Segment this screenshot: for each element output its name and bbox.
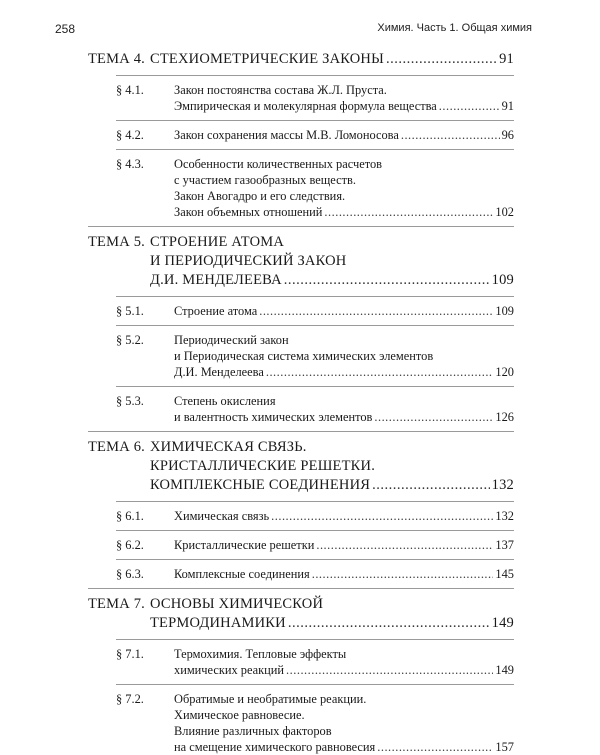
section-title-line: Степень окисления	[174, 394, 276, 408]
section-title-line: Влияние различных факторов	[174, 724, 332, 738]
page-ref: 91	[499, 51, 514, 67]
page-ref: 109	[491, 272, 514, 288]
section-title-line: Обратимые и необратимые реакции.	[174, 692, 367, 706]
divider	[116, 684, 514, 685]
section-number: § 5.2.	[116, 333, 144, 347]
dot-leader	[386, 50, 497, 69]
page-ref: 96	[501, 128, 514, 142]
page-ref: 126	[495, 410, 514, 424]
dot-leader	[259, 303, 493, 319]
divider	[88, 588, 514, 589]
section-title-line: Термохимия. Тепловые эффекты	[174, 647, 347, 661]
dot-leader	[312, 566, 494, 582]
topic-label: ТЕМА 4.	[88, 51, 145, 67]
section-title-line: Особенности количественных расчетов	[174, 157, 383, 171]
page-ref: 137	[495, 538, 514, 552]
section-title-line: Кристаллические решетки	[174, 538, 315, 552]
section-title-line: Периодический закон	[174, 333, 289, 347]
section-title-line: Химическая связь	[174, 509, 270, 523]
toc-section-6-3	[116, 566, 514, 582]
section-title-line: Эмпирическая и молекулярная формула вещества	[174, 99, 437, 113]
divider	[88, 431, 514, 432]
toc-section-6-1	[116, 508, 514, 524]
section-number: § 6.1.	[116, 509, 144, 523]
toc-section-5-1	[116, 303, 514, 319]
divider	[116, 559, 514, 560]
toc-topic-4	[88, 50, 514, 69]
toc-entry-line	[174, 204, 514, 220]
toc-entry-line	[150, 476, 514, 495]
toc-entry-line	[174, 508, 514, 524]
toc-entry-line	[174, 364, 514, 380]
dot-leader	[439, 98, 500, 114]
dot-leader	[286, 662, 493, 678]
section-title-line: Закон объемных отношений	[174, 205, 323, 219]
dot-leader	[266, 364, 494, 380]
section-title-line: химических реакций	[174, 663, 285, 677]
section-title-line: и Периодическая система химических элементов	[174, 349, 434, 363]
section-title-line: Закон сохранения массы М.В. Ломоносова	[174, 128, 399, 142]
toc-entry-line	[174, 98, 514, 114]
toc-section-5-3	[116, 393, 514, 425]
toc-entry-line	[174, 739, 514, 755]
page-header	[55, 22, 532, 38]
section-number: § 6.2.	[116, 538, 144, 552]
toc-entry-line	[174, 566, 514, 582]
page-ref: 145	[495, 567, 514, 581]
topic-title-line: ОСНОВЫ ХИМИЧЕСКОЙ	[150, 596, 324, 612]
toc-topic-6	[88, 438, 514, 495]
page-ref: 120	[495, 365, 514, 379]
topic-title-line: СТЕХИОМЕТРИЧЕСКИЕ ЗАКОНЫ	[150, 51, 384, 67]
topic-title-line: КОМПЛЕКСНЫЕ СОЕДИНЕНИЯ	[150, 477, 371, 493]
section-number: § 6.3.	[116, 567, 144, 581]
section-number: § 7.2.	[116, 692, 144, 706]
topic-label: ТЕМА 7.	[88, 596, 145, 612]
page-ref: 149	[491, 615, 514, 631]
section-number: § 5.1.	[116, 304, 144, 318]
section-number: § 5.3.	[116, 394, 144, 408]
toc-entry-line	[150, 271, 514, 290]
dot-leader	[377, 739, 493, 755]
section-title-line: Закон Авогадро и его следствия.	[174, 189, 346, 203]
topic-title-line: ХИМИЧЕСКАЯ СВЯЗЬ.	[150, 439, 307, 455]
toc-entry-line	[174, 127, 514, 143]
section-title-line: и валентность химических элементов	[174, 410, 373, 424]
topic-title-line: И ПЕРИОДИЧЕСКИЙ ЗАКОН	[150, 253, 347, 269]
section-number: § 4.3.	[116, 157, 144, 171]
divider	[116, 530, 514, 531]
table-of-contents	[88, 50, 514, 755]
toc-entry-line	[174, 662, 514, 678]
divider	[88, 226, 514, 227]
page-ref: 132	[491, 477, 514, 493]
dot-leader	[316, 537, 493, 553]
section-title-line: Закон постоянства состава Ж.Л. Пруста.	[174, 83, 387, 97]
dot-leader	[288, 614, 490, 633]
divider	[116, 75, 514, 76]
page-number: 258	[55, 22, 76, 36]
dot-leader	[372, 476, 490, 495]
toc-section-5-2	[116, 332, 514, 380]
section-title-line: с участием газообразных веществ.	[174, 173, 356, 187]
toc-section-7-2	[116, 691, 514, 755]
divider	[116, 325, 514, 326]
toc-topic-7	[88, 595, 514, 633]
toc-entry-line	[150, 50, 514, 69]
topic-title-line: ТЕРМОДИНАМИКИ	[150, 615, 286, 631]
section-number: § 7.1.	[116, 647, 144, 661]
section-number: § 4.1.	[116, 83, 144, 97]
divider	[116, 149, 514, 150]
divider	[116, 296, 514, 297]
toc-section-6-2	[116, 537, 514, 553]
dot-leader	[271, 508, 493, 524]
toc-section-7-1	[116, 646, 514, 678]
topic-title-line: СТРОЕНИЕ АТОМА	[150, 234, 285, 250]
toc-section-4-1	[116, 82, 514, 114]
toc-section-4-2	[116, 127, 514, 143]
topic-title-line: КРИСТАЛЛИЧЕСКИЕ РЕШЕТКИ.	[150, 458, 376, 474]
page-ref: 157	[495, 740, 514, 754]
dot-leader	[324, 204, 493, 220]
section-number: § 4.2.	[116, 128, 144, 142]
section-title-line: Д.И. Менделеева	[174, 365, 264, 379]
section-title-line: Строение атома	[174, 304, 258, 318]
dot-leader	[401, 127, 500, 143]
page-ref: 91	[501, 99, 514, 113]
page-ref: 102	[495, 205, 514, 219]
page-ref: 149	[495, 663, 514, 677]
topic-label: ТЕМА 5.	[88, 234, 145, 250]
toc-entry-line	[174, 303, 514, 319]
section-title-line: Химическое равновесие.	[174, 708, 305, 722]
running-head: Химия. Часть 1. Общая химия	[377, 22, 532, 34]
topic-label: ТЕМА 6.	[88, 439, 145, 455]
divider	[116, 501, 514, 502]
divider	[116, 386, 514, 387]
page-ref: 132	[495, 509, 514, 523]
section-title-line: Комплексные соединения	[174, 567, 310, 581]
dot-leader	[284, 271, 490, 290]
toc-topic-5	[88, 233, 514, 290]
dot-leader	[374, 409, 493, 425]
section-title-line: на смещение химического равновесия	[174, 740, 376, 754]
toc-entry-line	[150, 614, 514, 633]
toc-entry-line	[174, 537, 514, 553]
toc-entry-line	[174, 409, 514, 425]
page-ref: 109	[495, 304, 514, 318]
divider	[116, 120, 514, 121]
divider	[116, 639, 514, 640]
toc-section-4-3	[116, 156, 514, 220]
topic-title-line: Д.И. МЕНДЕЛЕЕВА	[150, 272, 282, 288]
